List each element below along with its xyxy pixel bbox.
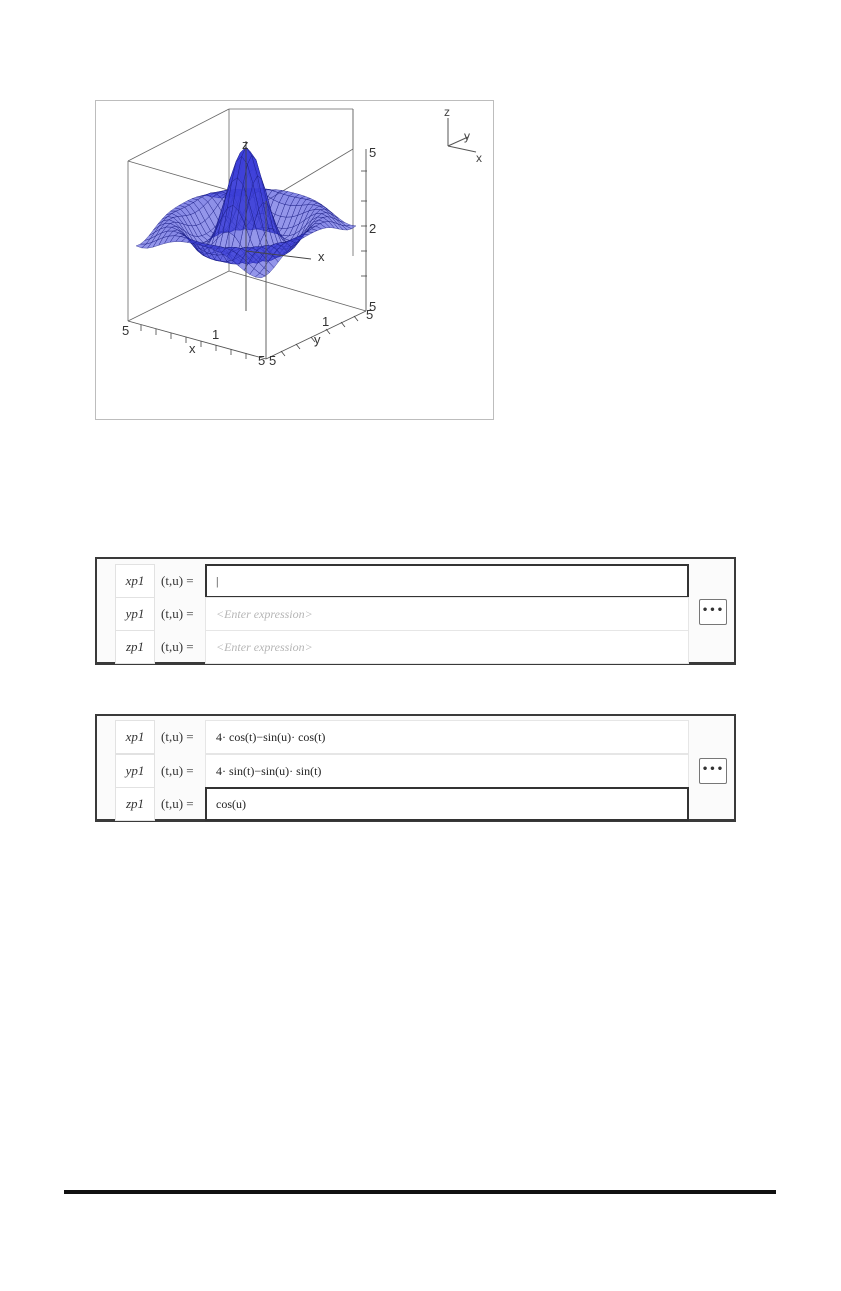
expression-input-yp1[interactable]: 4· sin(t)−sin(u)· sin(t): [205, 754, 689, 788]
function-name: yp1: [115, 597, 155, 631]
x-axis-label-bottom: x: [189, 341, 196, 356]
x-tick-left: 5: [122, 323, 130, 338]
function-name: xp1: [115, 720, 155, 754]
y-tick-mid: 1: [322, 314, 330, 329]
function-params: (t,u) =: [161, 763, 194, 778]
function-params: (t,u) =: [161, 573, 194, 588]
expression-input-xp1[interactable]: 4· cos(t)−sin(u)· cos(t): [205, 720, 689, 754]
more-options-button[interactable]: •••: [699, 758, 727, 784]
entry-row-yp1: [115, 597, 695, 631]
more-options-button[interactable]: •••: [699, 599, 727, 625]
function-params: (t,u) =: [161, 796, 194, 811]
z-tick-top: 5: [369, 145, 377, 160]
entry-row-xp1: [115, 720, 695, 754]
3d-plot-canvas[interactable]: [96, 101, 495, 421]
x-tick-end: 5: [258, 353, 266, 368]
z-tick-mid: 2: [369, 221, 377, 236]
function-name: xp1: [115, 564, 155, 598]
expression-input-zp1[interactable]: cos(u): [205, 787, 689, 821]
function-params: (t,u) =: [161, 639, 194, 654]
z-axis-label: z: [242, 137, 249, 152]
function-params: (t,u) =: [161, 729, 194, 744]
expression-input-yp1[interactable]: <Enter expression>: [205, 597, 689, 631]
entry-row-xp1: [115, 564, 695, 598]
indicator-y: y: [464, 129, 470, 143]
function-entry-panel-filled: [95, 714, 736, 822]
3d-plot-window[interactable]: [95, 100, 494, 420]
function-name: zp1: [115, 787, 155, 821]
axis-orientation-indicator: [438, 104, 486, 164]
entry-row-yp1: [115, 754, 695, 788]
z-tick-bottom: 5: [369, 299, 377, 314]
entry-row-zp1: [115, 787, 695, 821]
function-params: (t,u) =: [161, 606, 194, 621]
y-tick-start: 5: [269, 353, 277, 368]
function-entry-panel-empty: [95, 557, 736, 665]
expression-input-xp1[interactable]: |: [205, 564, 689, 598]
function-name: yp1: [115, 754, 155, 788]
x-axis-label: x: [318, 249, 325, 264]
entry-row-zp1: [115, 630, 695, 664]
indicator-z: z: [444, 105, 450, 119]
expression-input-zp1[interactable]: <Enter expression>: [205, 630, 689, 664]
x-tick-mid: 1: [212, 327, 220, 342]
y-tick-end: 5: [366, 307, 374, 322]
indicator-x: x: [476, 151, 482, 164]
page-footer-rule: [64, 1190, 776, 1194]
function-name: zp1: [115, 630, 155, 664]
y-axis-label-bottom: y: [314, 332, 321, 347]
